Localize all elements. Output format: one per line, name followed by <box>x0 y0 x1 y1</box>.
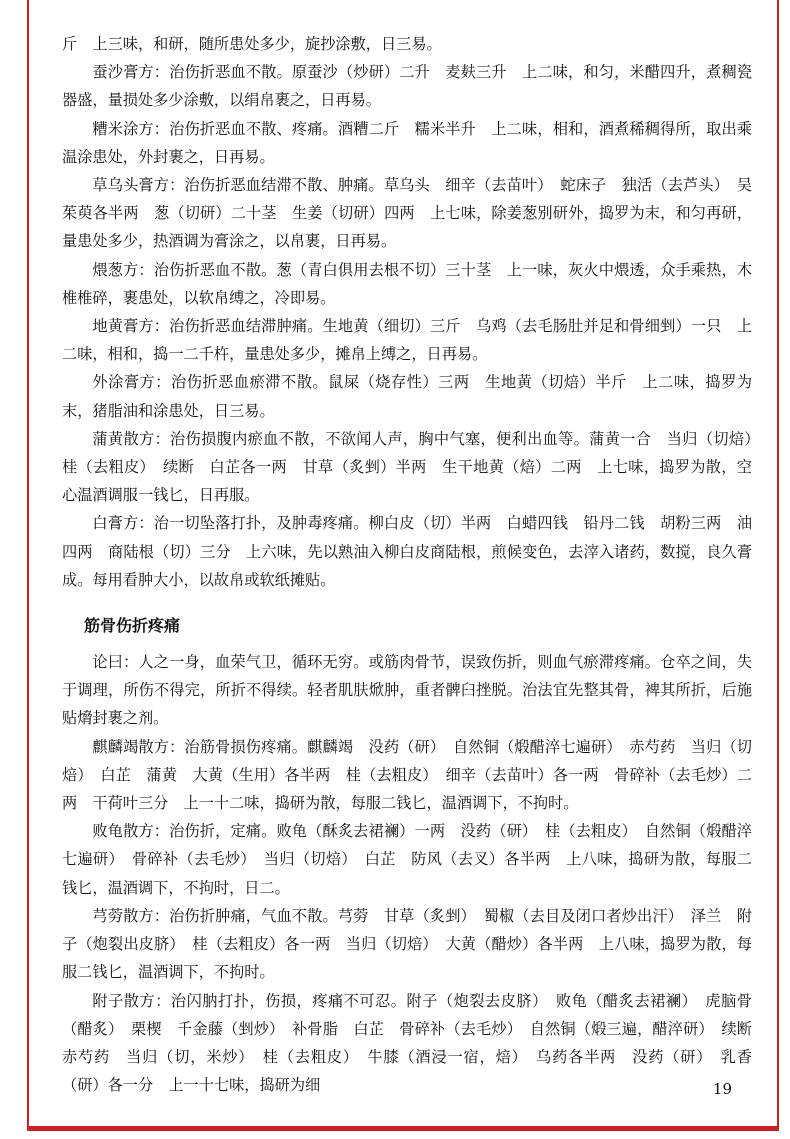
paragraph: 斤 上三味，和研，随所患处多少，旋抄涂敷，日三易。 <box>62 35 442 53</box>
paragraph-caowutou-gao: 草乌头膏方：治伤折恶血结滞不散、肿痛。草乌头 细辛（去苗叶） 蛇床子 独活（去芦头） 吴茱萸各半两 葱（切研）二十茎 生姜（切研）四两 上七味，除姜葱别研外，捣罗为末，和匀再研，量患处多少，热酒调为膏涂之，以帛裹，日再易。 <box>62 176 752 251</box>
paragraph-puhuang-san: 蒲黄散方：治伤损腹内瘀血不散，不欲闻人声，胸中气塞，便利出血等。蒲黄一合 当归（切焙） 桂（去粗皮） 续断 白芷各一两 甘草（炙剉）半两 生干地黄（焙）二两 上七味，捣罗为散，空心温酒调服一钱匕，日再服。 <box>62 429 768 505</box>
page-content <box>62 30 768 1099</box>
paragraph-zaomi-tu: 糟米涂方：治伤折恶血不散、疼痛。酒糟二斤 糯米半升 上二味，相和，酒煮稀稠得所，取出乘温涂患处，外封裹之，日再易。 <box>62 119 752 166</box>
paragraph-dihuang-gao: 地黄膏方：治伤折恶血结滞肿痛。生地黄（细切）三斤 乌鸡（去毛肠肚并足和骨细剉）一只 上二味，相和，捣一二千杵，量患处多少，摊帛上缚之，日再易。 <box>62 317 752 364</box>
section-title: 筋骨伤折疼痛 <box>84 616 181 636</box>
paragraph-bai-gao: 白膏方：治一切坠落打扑，及肿毒疼痛。柳白皮（切）半两 白蜡四钱 铅丹二钱 胡粉三两 油四两 商陆根（切）三分 上六味，先以熟油入柳白皮商陆根，煎候变色，去滓入诸药，数搅，良久膏成。每用看肿大小，以故帛或软纸摊贴。 <box>62 514 752 589</box>
paragraph-fuzi-san: 附子散方：治闪肭打扑，伤损，疼痛不可忍。附子（炮裂去皮脐） 败龟（醋炙去裙襕） 虎脑骨（醋炙） 栗楔 千金藤（剉炒） 补骨脂 白芷 骨碎补（去毛炒） 自然铜（煅三遍，醋淬研） 续断 赤芍药 当归（切，米炒） 桂（去粗皮） 牛膝（酒浸一宿，焙） 乌药各半两 没药（研） 乳香（研）各一分 上一十七味，捣研为细 <box>62 991 768 1095</box>
paragraph-cansha-gao: 蚕沙膏方：治伤折恶血不散。原蚕沙（炒研）二升 麦麸三升 上二味，和匀，米醋四升，煮稠瓷器盛，量损处多少涂敷，以绢帛裹之，日再易。 <box>62 63 752 110</box>
paragraph-waitu-gao: 外涂膏方：治伤折恶血瘀滞不散。鼠屎（烧存性）三两 生地黄（切焙）半斤 上二味，捣罗为末，猪脂油和涂患处，日三易。 <box>62 373 752 420</box>
paragraph-weicong: 煨葱方：治伤折恶血不散。葱（青白俱用去根不切）三十茎 上一味，灰火中煨透，众手乘热，木椎椎碎，裹患处，以软帛缚之，冷即易。 <box>62 260 752 307</box>
bottom-red-bar <box>27 1126 779 1131</box>
paragraph-lun: 论曰：人之一身，血荣气卫，循环无穷。或筋肉骨节，误致伤折，则血气瘀滞疼痛。仓卒之间，失于调理，所伤不得完，所折不得续。轻者肌肤焮肿，重者髀臼挫脱。治法宜先整其骨，裨其所折，后施贴熁封裹之剂。 <box>62 653 752 728</box>
paragraph-baigui-san: 败龟散方：治伤折，定痛。败龟（酥炙去裙襕）一两 没药（研） 桂（去粗皮） 自然铜（煅醋淬七遍研） 骨碎补（去毛炒） 当归（切焙） 白芷 防风（去叉）各半两 上八味，捣研为散，每服二钱匕，温酒调下，不拘时，日二。 <box>62 822 752 897</box>
page-number: 19 <box>712 1080 732 1098</box>
paragraph-xiongqiong-san: 芎䓖散方：治伤折肿痛，气血不散。芎䓖 甘草（炙剉） 蜀椒（去目及闭口者炒出汗） 泽兰 附子（炮裂出皮脐） 桂（去粗皮）各一两 当归（切焙） 大黄（醋炒）各半两 上八味，捣罗为散，每服二钱匕，温酒调下，不拘时。 <box>62 906 752 982</box>
paragraph-qilinjie-san: 麒麟竭散方：治筋骨损伤疼痛。麒麟竭 没药（研） 自然铜（煅醋淬七遍研） 赤芍药 当归（切焙） 白芷 蒲黄 大黄（生用）各半两 桂（去粗皮） 细辛（去苗叶）各一两 骨碎补（去毛炒）二两 干荷叶三分 上一十二味，捣研为散，每服二钱匕，温酒调下，不拘时。 <box>62 737 752 813</box>
